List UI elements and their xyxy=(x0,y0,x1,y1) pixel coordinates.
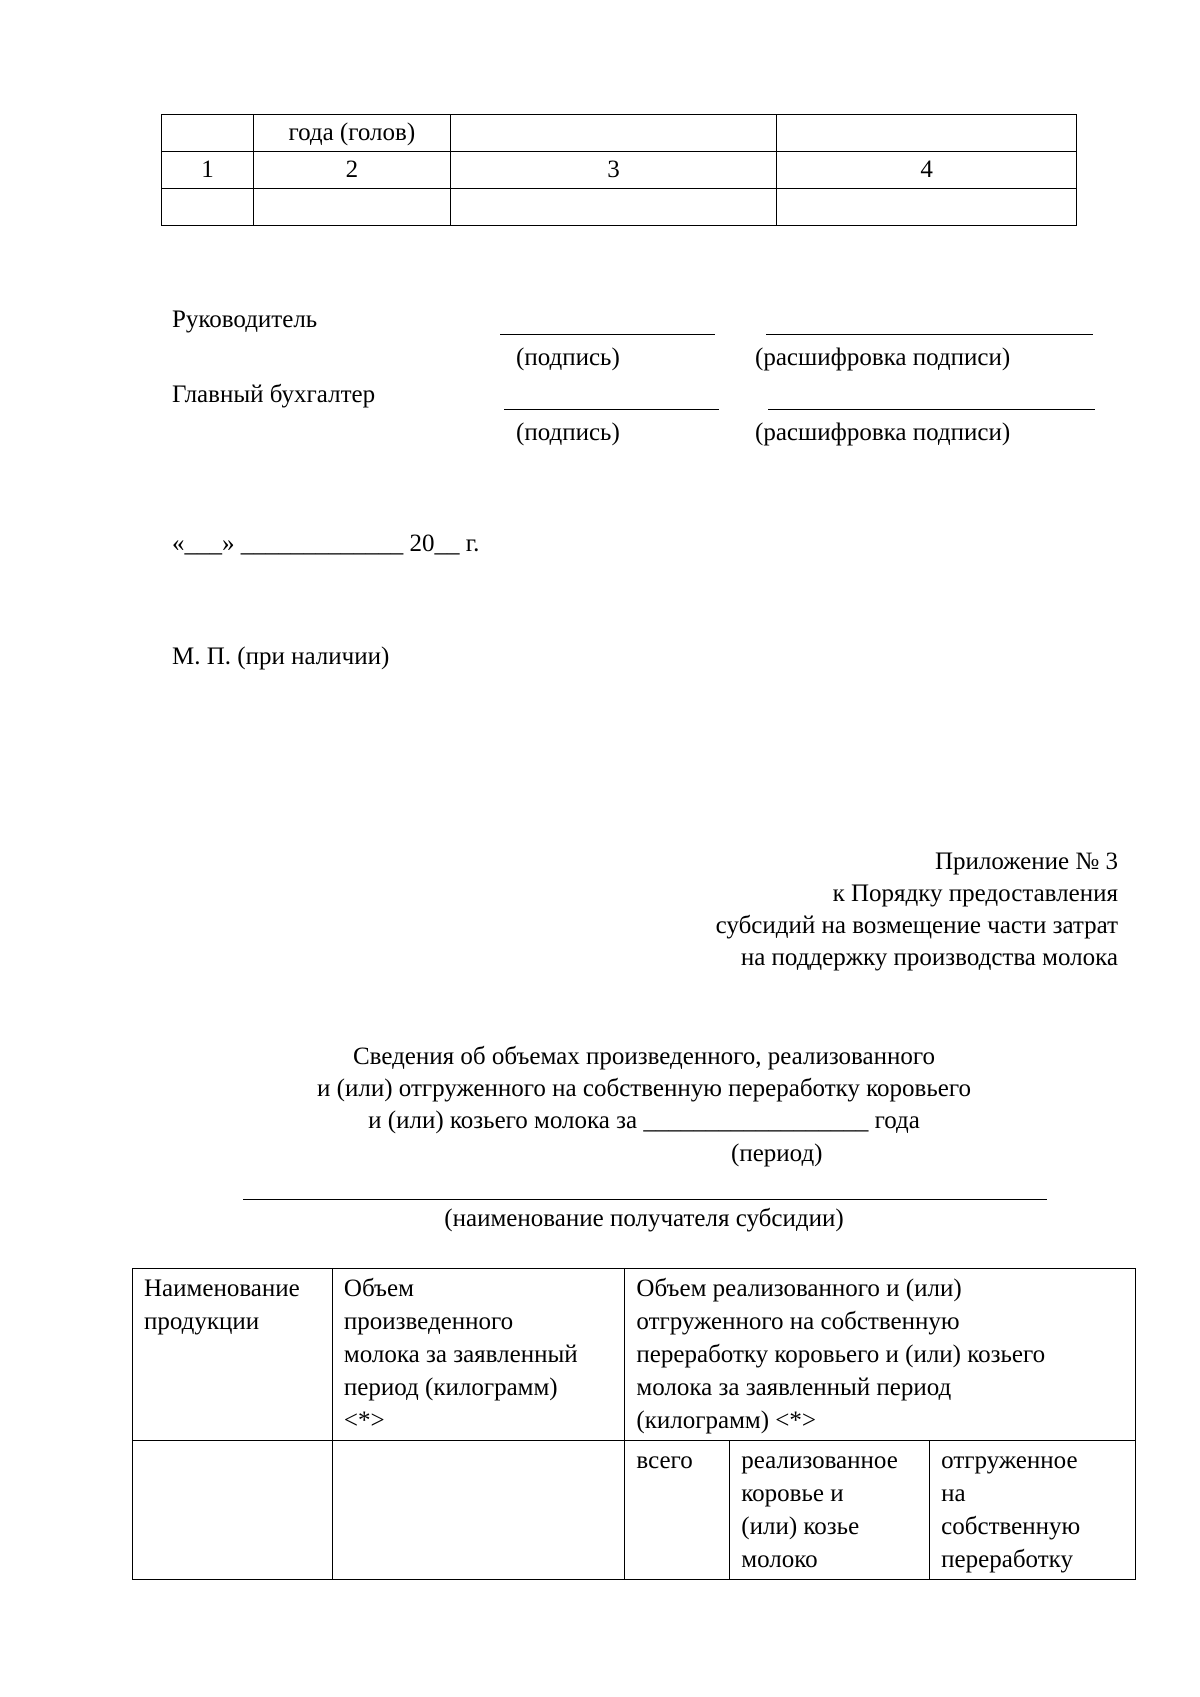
table-cell xyxy=(332,1441,625,1580)
top-table xyxy=(161,114,1077,226)
header-text: переработку xyxy=(941,1546,1073,1573)
table-cell xyxy=(162,115,254,152)
recipient-caption: (наименование получателя субсидии) xyxy=(444,1205,844,1232)
header-text: Объем реализованного и (или) xyxy=(636,1275,962,1302)
chief-accountant-label: Главный бухгалтер xyxy=(172,381,376,408)
table-header-row xyxy=(133,1269,1136,1441)
recipient-line xyxy=(243,1199,1047,1200)
table-cell xyxy=(777,189,1077,226)
table-row xyxy=(162,115,1077,152)
header-text: продукции xyxy=(144,1308,260,1335)
table-cell: 2 xyxy=(253,152,450,189)
header-cell-sold-shipped xyxy=(625,1269,1136,1441)
title-line-1: Сведения об объемах произведенного, реализованного xyxy=(352,1043,936,1070)
appendix-line-4: на поддержку производства молока xyxy=(740,944,1118,971)
title-line-2: и (или) отгруженного на собственную переработку коровьего xyxy=(317,1075,971,1102)
date-line: «___» _____________ 20__ г. xyxy=(172,530,480,557)
table-cell: 1 xyxy=(162,152,254,189)
header-text: (килограмм) <*> xyxy=(636,1407,816,1434)
header-text: Наименование xyxy=(144,1275,300,1302)
period-caption: (период) xyxy=(731,1140,823,1167)
stamp-note: М. П. (при наличии) xyxy=(172,643,390,670)
header-text: Объем xyxy=(343,1275,414,1302)
table-cell xyxy=(450,189,777,226)
signature-caption: (подпись) xyxy=(516,419,620,446)
title-line-3: и (или) козьего молока за __________________ года xyxy=(368,1107,920,1134)
signature-caption: (подпись) xyxy=(516,344,620,371)
head-label: Руководитель xyxy=(172,306,318,333)
table-cell: 3 xyxy=(450,152,777,189)
accountant-signature-line xyxy=(504,409,719,410)
table-row xyxy=(162,189,1077,226)
head-signature-line xyxy=(500,334,715,335)
main-table xyxy=(132,1268,1136,1580)
head-decoding-line xyxy=(766,334,1093,335)
header-cell-produced xyxy=(332,1269,625,1441)
header-text: всего xyxy=(636,1447,693,1474)
appendix-line-3: субсидий на возмещение части затрат xyxy=(715,912,1118,939)
header-text: реализованное xyxy=(741,1447,898,1474)
table-cell xyxy=(777,115,1077,152)
table-cell xyxy=(450,115,777,152)
header-text: коровье и xyxy=(741,1480,844,1507)
header-cell-product xyxy=(133,1269,333,1441)
table-cell xyxy=(133,1441,333,1580)
header-text: переработку коровьего и (или) козьего xyxy=(636,1341,1046,1368)
accountant-decoding-line xyxy=(768,409,1095,410)
header-text: (или) козье xyxy=(741,1513,860,1540)
header-text: отгруженное xyxy=(941,1447,1078,1474)
decoding-caption: (расшифровка подписи) xyxy=(755,344,1011,371)
subheader-sold xyxy=(730,1441,930,1580)
subheader-shipped xyxy=(930,1441,1136,1580)
header-text: молока за заявленный период xyxy=(636,1374,952,1401)
header-text: молока за заявленный xyxy=(343,1341,578,1368)
header-text: отгруженного на собственную xyxy=(636,1308,960,1335)
header-text: молоко xyxy=(741,1546,818,1573)
header-text: на xyxy=(941,1480,966,1507)
appendix-line-1: Приложение № 3 xyxy=(934,848,1118,875)
header-text: собственную xyxy=(941,1513,1081,1540)
table-cell: 4 xyxy=(777,152,1077,189)
header-text: <*> xyxy=(343,1407,385,1434)
header-text: период (килограмм) xyxy=(343,1374,558,1401)
table-subheader-row xyxy=(133,1441,1136,1580)
table-row xyxy=(162,152,1077,189)
subheader-total xyxy=(625,1441,730,1580)
table-cell: года (голов) xyxy=(253,115,450,152)
table-cell xyxy=(162,189,254,226)
appendix-line-2: к Порядку предоставления xyxy=(832,880,1118,907)
table-cell xyxy=(253,189,450,226)
decoding-caption: (расшифровка подписи) xyxy=(755,419,1011,446)
header-text: произведенного xyxy=(343,1308,514,1335)
